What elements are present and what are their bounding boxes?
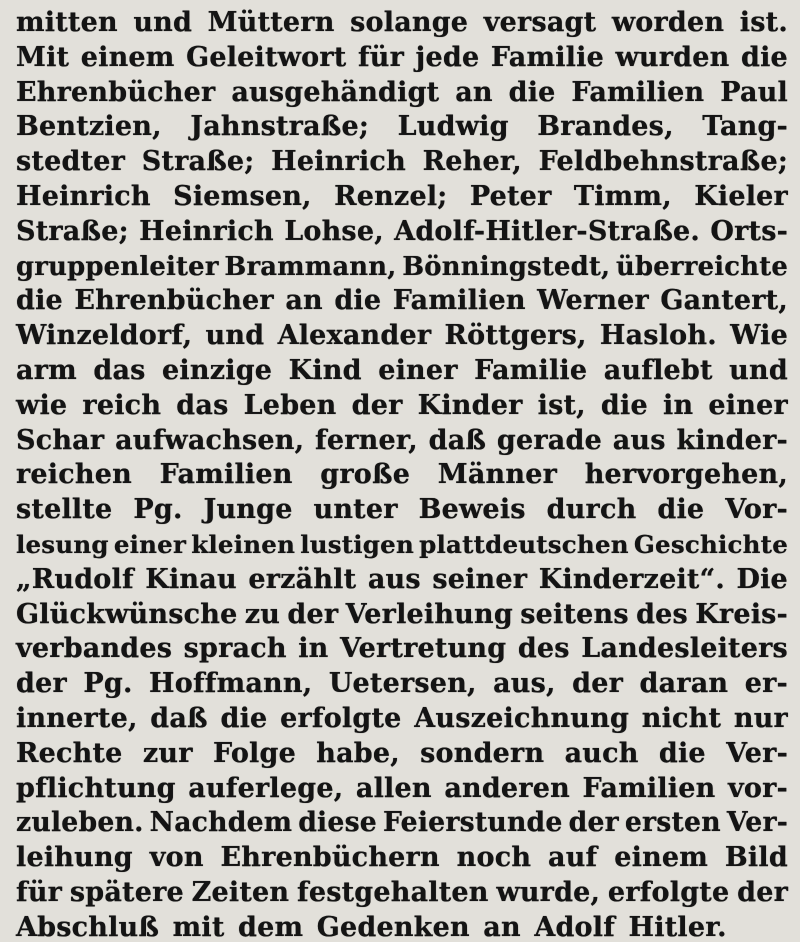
word: Ludwig	[397, 111, 509, 143]
word: Junge	[203, 494, 293, 526]
word: kinder-	[676, 424, 788, 456]
word: Orts-	[710, 215, 788, 247]
word: daran	[639, 668, 729, 700]
word: Jahnstraße;	[190, 111, 370, 143]
word: daß	[150, 702, 208, 734]
text-line	[16, 6, 788, 41]
word: für	[16, 876, 63, 908]
word: seitens	[520, 598, 629, 630]
word: aufwachsen,	[115, 424, 305, 456]
word: der	[568, 807, 619, 839]
text-line	[16, 737, 788, 772]
text-line	[16, 528, 788, 563]
word: für	[357, 41, 405, 73]
word: gruppenleiter	[16, 251, 219, 282]
word: plattdeutschen	[419, 529, 629, 559]
word: Beweis	[418, 494, 526, 526]
word: ferner,	[315, 424, 418, 456]
word: spätere	[69, 876, 184, 908]
word: solange	[350, 7, 469, 38]
word: aus	[612, 424, 666, 456]
word: und	[205, 320, 265, 352]
word: wie	[16, 389, 68, 421]
word: Uetersen,	[328, 668, 477, 700]
word: kleinen	[191, 529, 296, 559]
word: Renzel;	[334, 180, 448, 212]
word: einem	[80, 41, 175, 73]
word: innerte,	[16, 702, 138, 734]
word: ausgehändigt	[231, 76, 440, 108]
word: zu	[244, 598, 281, 630]
word: Pg.	[133, 494, 183, 526]
word: Straße;	[141, 146, 255, 178]
word: einer	[113, 529, 187, 559]
word: Bönningstedt,	[402, 251, 611, 282]
word: Ver-	[726, 737, 788, 769]
word: einem	[614, 842, 709, 874]
word: Geschichte	[633, 529, 788, 559]
word: anderen	[444, 772, 570, 804]
word: zuleben.	[16, 807, 144, 839]
word: diese	[298, 807, 377, 839]
text-line	[16, 145, 788, 180]
word: sprach	[183, 633, 287, 665]
word: Kind	[288, 354, 362, 386]
word: Auszeichnung	[414, 702, 630, 734]
word: Die	[736, 563, 788, 595]
word: gerade	[496, 424, 602, 456]
word: die	[508, 76, 556, 108]
word: verbandes	[16, 633, 173, 665]
word: Rechte	[16, 737, 123, 769]
word: auferlege,	[188, 772, 344, 804]
text-line	[16, 41, 788, 76]
word: Siemsen,	[173, 180, 312, 212]
word: der	[287, 598, 339, 630]
word: einer	[378, 354, 458, 386]
word: durch	[546, 494, 637, 526]
word: Hitler.	[628, 911, 727, 942]
word: die	[220, 702, 268, 734]
word: Landesleiters	[581, 633, 788, 665]
text-line	[16, 493, 788, 528]
word: erfolgte	[280, 702, 402, 734]
word: ersten	[624, 807, 721, 839]
word: das	[93, 354, 146, 386]
word: Kreis-	[695, 598, 788, 630]
word: Vor-	[725, 494, 788, 526]
word: Pg.	[83, 668, 133, 700]
word: die	[600, 389, 648, 421]
word: Adolf	[534, 911, 616, 942]
word: nicht	[641, 702, 722, 734]
word: Tang-	[702, 111, 788, 143]
word: reichen	[16, 459, 132, 491]
word: sondern	[420, 737, 545, 769]
word: große	[320, 459, 411, 491]
word: Glückwünsche	[16, 598, 238, 630]
text-line	[16, 772, 788, 807]
text-line	[16, 458, 788, 493]
word: arm	[16, 354, 77, 386]
word: in	[662, 389, 694, 421]
word: Heinrich	[139, 215, 274, 247]
word: er-	[744, 668, 788, 700]
word: mitten	[16, 7, 118, 38]
word: wurden	[615, 41, 730, 73]
word: erfolgte	[607, 876, 730, 908]
text-line	[16, 598, 788, 633]
word: Kinau	[145, 563, 237, 595]
word: Lohse,	[284, 215, 384, 247]
word: Familien	[392, 285, 526, 317]
word: das	[176, 389, 229, 421]
word: Timm,	[573, 180, 672, 212]
word: des	[636, 598, 688, 630]
word: daß	[428, 424, 487, 456]
word: aus,	[493, 668, 556, 700]
word: Heinrich	[16, 180, 151, 212]
word: in	[298, 633, 329, 665]
word: unter	[313, 494, 398, 526]
word: Kieler	[694, 180, 788, 212]
word: von	[149, 842, 204, 874]
word: Gantert,	[660, 285, 788, 317]
word: Reher,	[422, 146, 522, 178]
text-line	[16, 76, 788, 111]
text-line	[16, 841, 788, 876]
word: leihung	[16, 842, 133, 874]
word: mit	[172, 911, 225, 942]
word: Brandes,	[537, 111, 674, 143]
word: die	[334, 285, 382, 317]
word: dem	[238, 911, 304, 942]
word: Geleitwort	[186, 41, 347, 73]
word: Familie	[474, 354, 588, 386]
word: wurde,	[496, 876, 601, 908]
word: ist.	[739, 7, 788, 38]
word: noch	[456, 842, 532, 874]
word: „Rudolf	[16, 563, 134, 595]
word: Zeiten	[191, 876, 290, 908]
word: die	[657, 494, 705, 526]
text-line	[16, 215, 788, 250]
text-line	[16, 563, 788, 598]
word: Heinrich	[271, 146, 406, 178]
word: der	[16, 668, 67, 700]
word: Familien	[159, 459, 293, 491]
word: Mit	[16, 41, 70, 73]
word: an	[285, 285, 323, 317]
text-line	[16, 667, 788, 702]
word: Kinderzeit“.	[538, 563, 725, 595]
word: Leben	[243, 389, 337, 421]
word: einzige	[162, 354, 273, 386]
text-line	[16, 354, 788, 389]
word: habe,	[316, 737, 400, 769]
word: Müttern	[207, 7, 335, 38]
word: Adolf-Hitler-Straße.	[394, 215, 701, 247]
word: auch	[564, 737, 639, 769]
word: Brammann,	[224, 251, 397, 282]
word: stellte	[16, 494, 113, 526]
text-line	[16, 911, 788, 942]
word: des	[517, 633, 570, 665]
text-line	[16, 702, 788, 737]
word: die	[16, 285, 63, 317]
word: Nachdem	[149, 807, 293, 839]
word: einer	[708, 389, 788, 421]
word: die	[741, 41, 788, 73]
word: nur	[733, 702, 788, 734]
text-line	[16, 284, 788, 319]
word: Vertretung	[339, 633, 507, 665]
word: Abschluß	[16, 911, 160, 942]
word: der	[351, 389, 403, 421]
text-line	[16, 110, 788, 145]
word: erzählt	[248, 563, 357, 595]
word: Winzeldorf,	[16, 320, 193, 352]
word: an	[455, 76, 493, 108]
word: der	[737, 876, 788, 908]
word: Feldbehnstraße;	[538, 146, 788, 178]
word: stedter	[16, 146, 126, 178]
word: Familie	[490, 41, 604, 73]
word: auflebt	[603, 354, 713, 386]
word: Ver-	[726, 807, 788, 839]
text-line	[16, 250, 788, 285]
word: Gedenken	[316, 911, 470, 942]
word: Familien	[582, 772, 716, 804]
word: und	[133, 7, 193, 38]
word: Kinder	[417, 389, 523, 421]
word: allen	[355, 772, 432, 804]
word: Straße;	[16, 215, 129, 247]
word: lustigen	[300, 529, 414, 559]
word: die	[658, 737, 706, 769]
word: jede	[415, 41, 480, 73]
article-column	[16, 6, 788, 942]
text-line	[16, 319, 788, 354]
word: Hoffmann,	[149, 668, 313, 700]
text-line	[16, 876, 788, 911]
word: Männer	[437, 459, 558, 491]
word: Familien	[571, 76, 705, 108]
word: Werner	[537, 285, 649, 317]
word: Bentzien,	[16, 111, 162, 143]
word: festgehalten	[297, 876, 489, 908]
word: seiner	[432, 563, 528, 595]
word: Ehrenbücher	[16, 76, 216, 108]
word: ist,	[537, 389, 586, 421]
word: aus	[367, 563, 421, 595]
text-line	[16, 632, 788, 667]
word: versagt	[483, 7, 597, 38]
word: Folge	[212, 737, 296, 769]
word: worden	[611, 7, 725, 38]
word: hervorgehen,	[584, 459, 788, 491]
text-line	[16, 424, 788, 459]
word: an	[483, 911, 521, 942]
word: Wie	[730, 320, 788, 352]
word: Ehrenbüchern	[220, 842, 440, 874]
word: Feierstunde	[382, 807, 563, 839]
word: auf	[548, 842, 598, 874]
word: zur	[142, 737, 193, 769]
word: der	[572, 668, 624, 700]
word: Alexander	[277, 320, 432, 352]
word: Schar	[16, 424, 105, 456]
word: überreichte	[615, 251, 788, 282]
word: Röttgers,	[444, 320, 587, 352]
word: pflichtung	[16, 772, 176, 804]
text-line	[16, 389, 788, 424]
word: Paul	[720, 76, 788, 108]
word: vor-	[728, 772, 788, 804]
word: Hasloh.	[599, 320, 717, 352]
word: Ehrenbücher	[74, 285, 274, 317]
text-line	[16, 180, 788, 215]
word: Bild	[724, 842, 788, 874]
text-line	[16, 806, 788, 841]
word: lesung	[16, 529, 109, 559]
word: reich	[82, 389, 162, 421]
word: und	[729, 354, 788, 386]
word: Peter	[469, 180, 552, 212]
word: Verleihung	[345, 598, 513, 630]
